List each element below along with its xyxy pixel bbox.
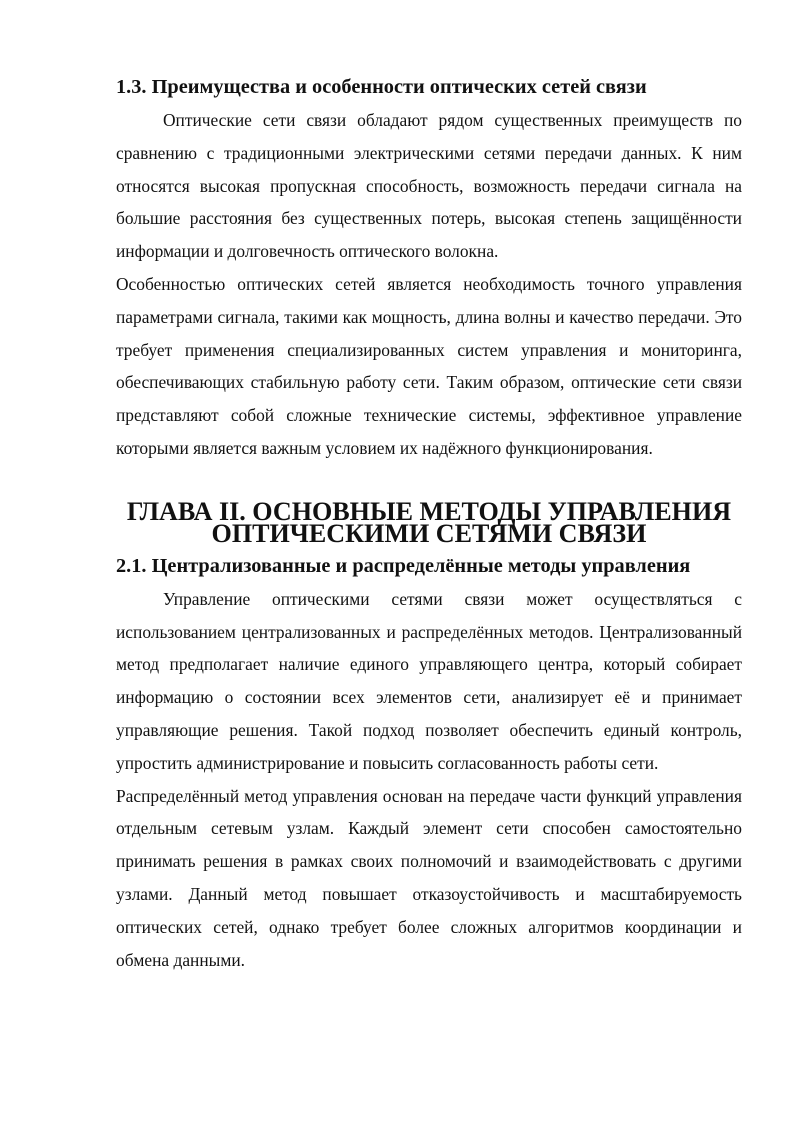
section-heading-1-3: 1.3. Преимущества и особенности оптических сетей связи [116, 76, 647, 98]
paragraph-distributed-method: Распределённый метод управления основан на передаче части функций управления отдельным сетевым узлам. Каждый элемент сети способен самостоятельно принимать решения в рамках своих полномочий и взаимодействовать с другими узлами. Данный метод повышает отказоустойчивость и масштабируемость оптических сетей, однако требует более сложных алгоритмов координации и обмена данными. [116, 785, 742, 970]
paragraph-centralized-method: Управление оптическими сетями связи может осуществляться с использованием централизованных и распределённых методов. Централизованный метод предполагает наличие единого управляющего центра, который собирает информацию о состоянии всех элементов сети, анализирует её и принимает управляющие решения. Такой подход позволяет обеспечить единый контроль, упростить администрирование и повысить согласованность работы сети. [116, 588, 742, 773]
chapter-heading-2: ГЛАВА II. ОСНОВНЫЕ МЕТОДЫ УПРАВЛЕНИЯ ОПТИЧЕСКИМИ СЕТЯМИ СВЯЗИ [126, 496, 732, 549]
paragraph-advantages: Оптические сети связи обладают рядом существенных преимуществ по сравнению с традиционными электрическими сетями передачи данных. К ним относятся высокая пропускная способность, возможность передачи сигнала на большие расстояния без существенных потерь, высокая степень защищённости информации и долговечность оптического волокна. [116, 110, 742, 262]
document-page [116, 70, 742, 976]
section-heading-2-1: 2.1. Централизованные и распределённые методы управления [116, 554, 691, 577]
paragraph-features: Особенностью оптических сетей является необходимость точного управления параметрами сигнала, такими как мощность, длина волны и качество передачи. Это требует применения специализированных систем управления и мониторинга, обеспечивающих стабильную работу сети. Таким образом, оптические сети связи представляют собой сложные технические системы, эффективное управление которыми является важным условием их надёжного функционирования. [116, 273, 742, 458]
